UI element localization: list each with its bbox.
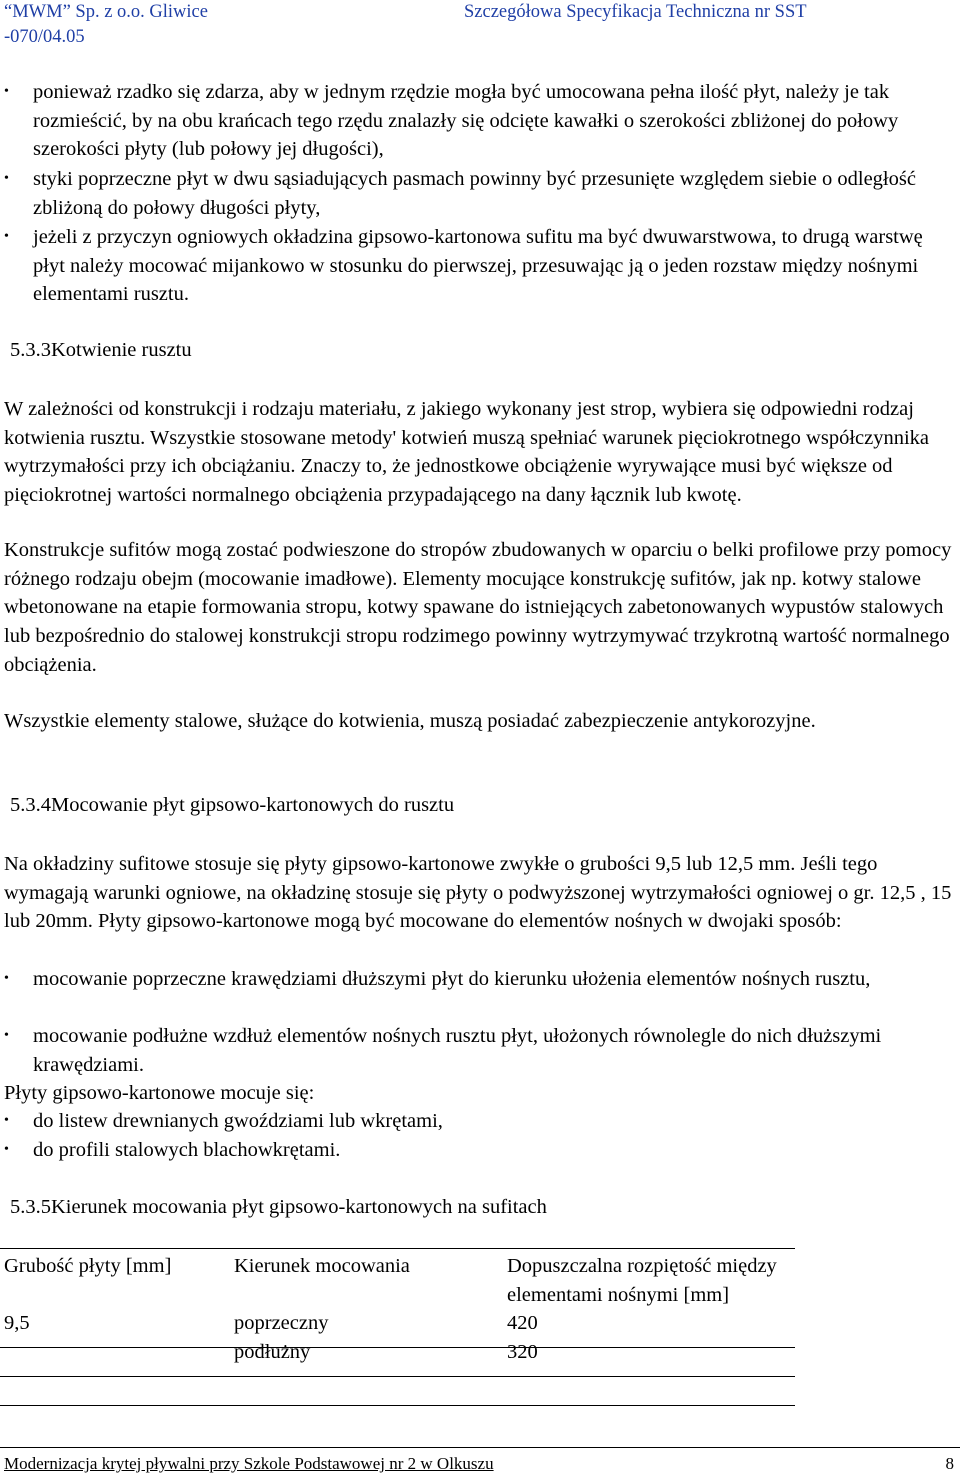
table-cell: podłużny [234,1341,311,1364]
bullet-item: • styki poprzeczne płyt w dwu sąsiadujących pasmach powinny być przesunięte względem siebie o odległość zbliżoną do połowy długości płyty, [33,165,953,222]
table-rule-bottom [0,1405,795,1406]
section-heading-533: 5.3.3Kotwienie rusztu [10,339,192,361]
bullet-item: • do profili stalowych blachowkrętami. [33,1136,953,1165]
bullet-item: • do listew drewnianych gwoździami lub wkrętami, [33,1107,953,1136]
table-cell: 320 [507,1341,538,1364]
paragraph: Konstrukcje sufitów mogą zostać podwieszone do stropów zbudowanych w oparciu o belki profilowe przy pomocy różnego rodzaju obejm (mocowanie imadłowe). Elementy mocujące konstrukcję sufitów, jak np. kotwy stalowe wbetonowane na etapie formowania stropu, kotwy spawane do istniejących zabetonowanych wypustów stalowych lub bezpośrednio do stalowej konstrukcji stropu rodzimego powinny wytrzymywać trzykrotną wartość normalnego obciążenia. [4,539,952,676]
paragraph: Płyty gipsowo-kartonowe mocuje się: [4,1082,315,1104]
page-number: 8 [945,1454,954,1473]
table-rule-top [0,1248,795,1249]
section-heading-534: 5.3.4Mocowanie płyt gipsowo-kartonowych do rusztu [10,794,455,816]
bullet-item: • ponieważ rzadko się zdarza, aby w jednym rzędzie mogła być umocowana pełna ilość płyt, należy je tak rozmieścić, by na obu krańcach tego rzędu znalazły się odcięte kawałki o szerokości zbliżonej do połowy szerokości płyty (lub połowy jej długości), [33,78,953,164]
table-cell: 420 [507,1312,538,1335]
table-header-cell: Dopuszczalna rozpiętość między elementami nośnymi [mm] [507,1255,777,1306]
header-spec-code: -070/04.05 [4,27,85,47]
table-cell: poprzeczny [234,1312,329,1335]
spec-table [4,1252,801,1367]
footer-project-title: Modernizacja krytej pływalni przy Szkole Podstawowej nr 2 w Olkuszu [4,1454,494,1473]
table-rule [0,1376,795,1377]
table-row [4,1338,801,1367]
table-header-row [4,1252,801,1309]
table-header-cell: Grubość płyty [mm] [4,1255,172,1277]
bullet-item: • jeżeli z przyczyn ogniowych okładzina gipsowo-kartonowa sufitu ma być dwuwarstwowa, to drugą warstwę płyt należy mocować mijankowo w stosunku do pierwszej, przesuwając ją o jeden rozstaw między nośnymi elementami rusztu. [33,223,953,309]
bullet-item: • mocowanie poprzeczne krawędziami dłuższymi płyt do kierunku ułożenia elementów nośnych rusztu, [33,965,953,994]
table-row [4,1309,801,1338]
paragraph: Wszystkie elementy stalowe, służące do kotwienia, muszą posiadać zabezpieczenie antykorozyjne. [4,710,816,732]
footer-rule [0,1447,960,1448]
section-heading-535: 5.3.5Kierunek mocowania płyt gipsowo-kartonowych na sufitach [10,1196,547,1218]
header-company: “MWM” Sp. z o.o. Gliwice [4,2,208,22]
paragraph: Na okładziny sufitowe stosuje się płyty gipsowo-kartonowe zwykłe o grubości 9,5 lub 12,5 mm. Jeśli tego wymagają warunki ogniowe, na okładzinę stosuje się płyty o podwyższonej wytrzymałości ogniowej o gr. 12,5 , 15 lub 20mm. Płyty gipsowo-kartonowe mogą być mocowane do elementów nośnych w dwojaki sposób: [4,853,952,933]
table-header-cell: Kierunek mocowania [234,1255,410,1277]
bullet-item: • mocowanie podłużne wzdłuż elementów nośnych rusztu płyt, ułożonych równolegle do nich dłuższymi krawędziami. [33,1022,953,1079]
table-cell: 9,5 [4,1312,30,1335]
paragraph: W zależności od konstrukcji i rodzaju materiału, z jakiego wykonany jest strop, wybiera się odpowiedni rodzaj kotwienia rusztu. Wszystkie stosowane metody' kotwień muszą spełniać warunek pięciokrotnego współczynnika wytrzymałości przy ich obciążaniu. Znaczy to, że jednostkowe obciążenie wyrywające musi być większe od pięciokrotnej wartości normalnego obciążenia przypadającego na dany łącznik lub kwotę. [4,398,930,507]
header-spec-title: Szczegółowa Specyfikacja Techniczna nr SST [464,2,807,22]
table-cell [4,1338,234,1367]
